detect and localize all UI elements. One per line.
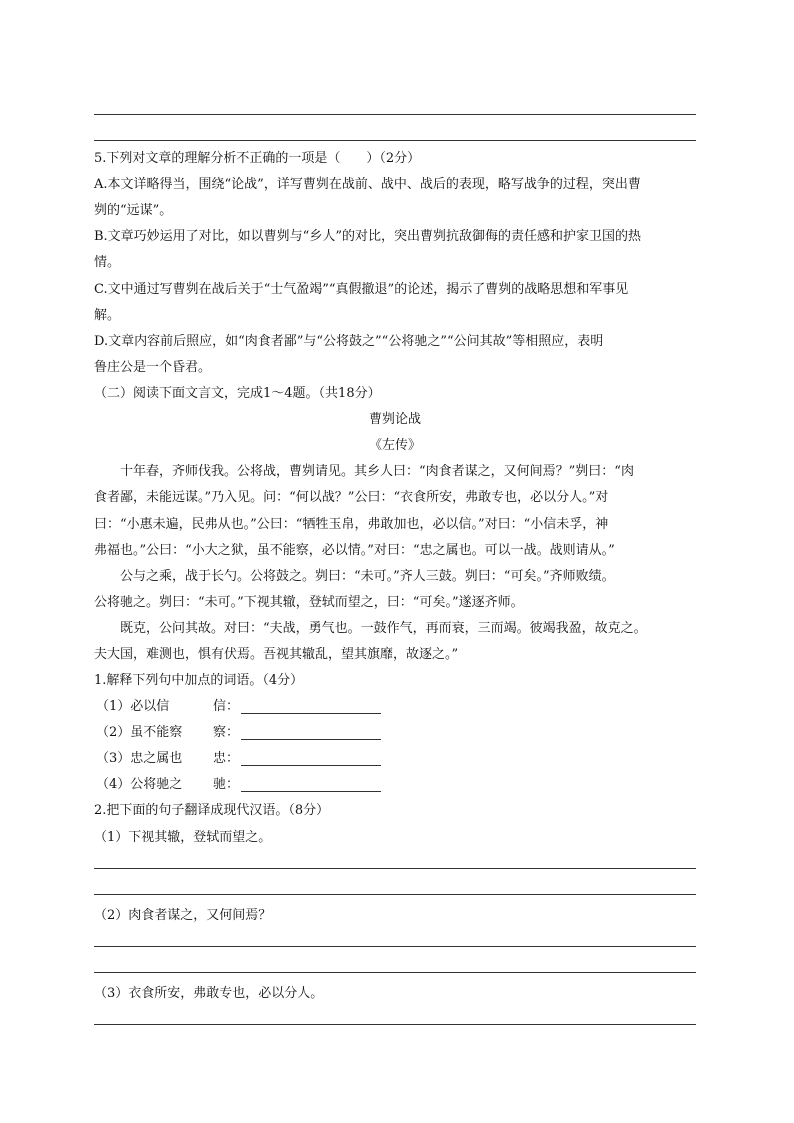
vocab-phrase: （1）必以信 (96, 699, 170, 714)
answer-line[interactable] (94, 972, 696, 973)
passage-title: 曹刿论战 (368, 412, 421, 427)
answer-line[interactable] (94, 946, 696, 947)
option-a: A.本文详略得当，围绕“论战”，详写曹刿在战前、战中、战后的表现，略写战争的过程，突出曹 (94, 177, 641, 192)
passage-line: 既克，公问其故。对曰：“夫战，勇气也。一鼓作气，再而衰，三而竭。彼竭我盈，故克之。 (120, 621, 647, 636)
vocab-answer-blank[interactable] (241, 713, 381, 714)
passage-line: 夫大国，难测也，惧有伏焉。吾视其辙乱，望其旗靡，故逐之。” (94, 647, 459, 662)
vocab-phrase: （2）虽不能察 (96, 725, 183, 740)
answer-line[interactable] (94, 894, 696, 895)
translate-sentence-2: （2）肉食者谋之，又何间焉？ (94, 908, 272, 923)
passage-line: 公与之乘，战于长勺。公将鼓之。刿曰：“未可。”齐人三鼓。刿曰：“可矣。”齐师败绩。 (120, 569, 615, 584)
option-d-cont: 鲁庄公是一个昏君。 (94, 360, 212, 375)
question-2-stem: 2.把下面的句子翻译成现代汉语。（8分） (94, 803, 330, 818)
vocab-word: 驰： (213, 777, 240, 792)
question-1-stem: 1.解释下列句中加点的词语。（4分） (94, 673, 304, 688)
translate-sentence-1: （1）下视其辙，登轼而望之。 (94, 830, 272, 845)
question-5-stem: 5.下列对文章的理解分析不正确的一项是（ ）（2分） (94, 151, 421, 166)
vocab-phrase: （3）忠之属也 (96, 751, 183, 766)
vocab-answer-blank[interactable] (241, 791, 381, 792)
translate-sentence-3: （3）衣食所安，弗敢专也，必以分人。 (94, 986, 324, 1001)
passage-line: 公将驰之。刿曰：“未可。”下视其辙，登轼而望之，曰：“可矣。”遂逐齐师。 (94, 595, 524, 610)
vocab-word: 忠： (213, 751, 240, 766)
vocab-answer-blank[interactable] (241, 765, 381, 766)
option-c: C.文中通过写曹刿在战后关于“士气盈竭”“真假撤退”的论述，揭示了曹刿的战略思想和军事见 (94, 282, 629, 297)
answer-line[interactable] (94, 1024, 696, 1025)
option-d: D.文章内容前后照应，如“肉食者鄙”与“公将鼓之”“公将驰之”“公问其故”等相照应，表明 (94, 334, 604, 349)
option-a-cont: 刿的“远谋”。 (94, 203, 173, 218)
passage-source: 《左传》 (368, 438, 421, 453)
answer-line[interactable] (94, 868, 696, 869)
passage-line: 食者鄙，未能远谋。”乃入见。问：“何以战？”公曰：“衣食所安，弗敢专也，必以分人。”对 (94, 490, 609, 505)
option-c-cont: 解。 (94, 308, 121, 323)
answer-line (94, 140, 696, 141)
passage-line: 曰：“小惠未遍，民弗从也。”公曰：“牺牲玉帛，弗敢加也，必以信。”对曰：“小信未孚，神 (94, 517, 609, 532)
vocab-word: 察： (213, 725, 240, 740)
vocab-answer-blank[interactable] (241, 739, 381, 740)
option-b-cont: 情。 (94, 255, 121, 270)
answer-line (94, 114, 696, 115)
vocab-word: 信： (213, 699, 240, 714)
section-heading: （二）阅读下面文言文，完成1～4题。（共18分） (94, 386, 381, 401)
passage-line: 十年春，齐师伐我。公将战，曹刿请见。其乡人曰：“肉食者谋之，又何间焉？”刿曰：“肉 (120, 464, 634, 479)
vocab-phrase: （4）公将驰之 (96, 777, 183, 792)
option-b: B.文章巧妙运用了对比，如以曹刿与“乡人”的对比，突出曹刿抗敌御侮的责任感和护家卫国的热 (94, 229, 641, 244)
passage-line: 弗福也。”公曰：“小大之狱，虽不能察，必以情。”对曰：“忠之属也。可以一战。战则请从。” (94, 543, 615, 558)
